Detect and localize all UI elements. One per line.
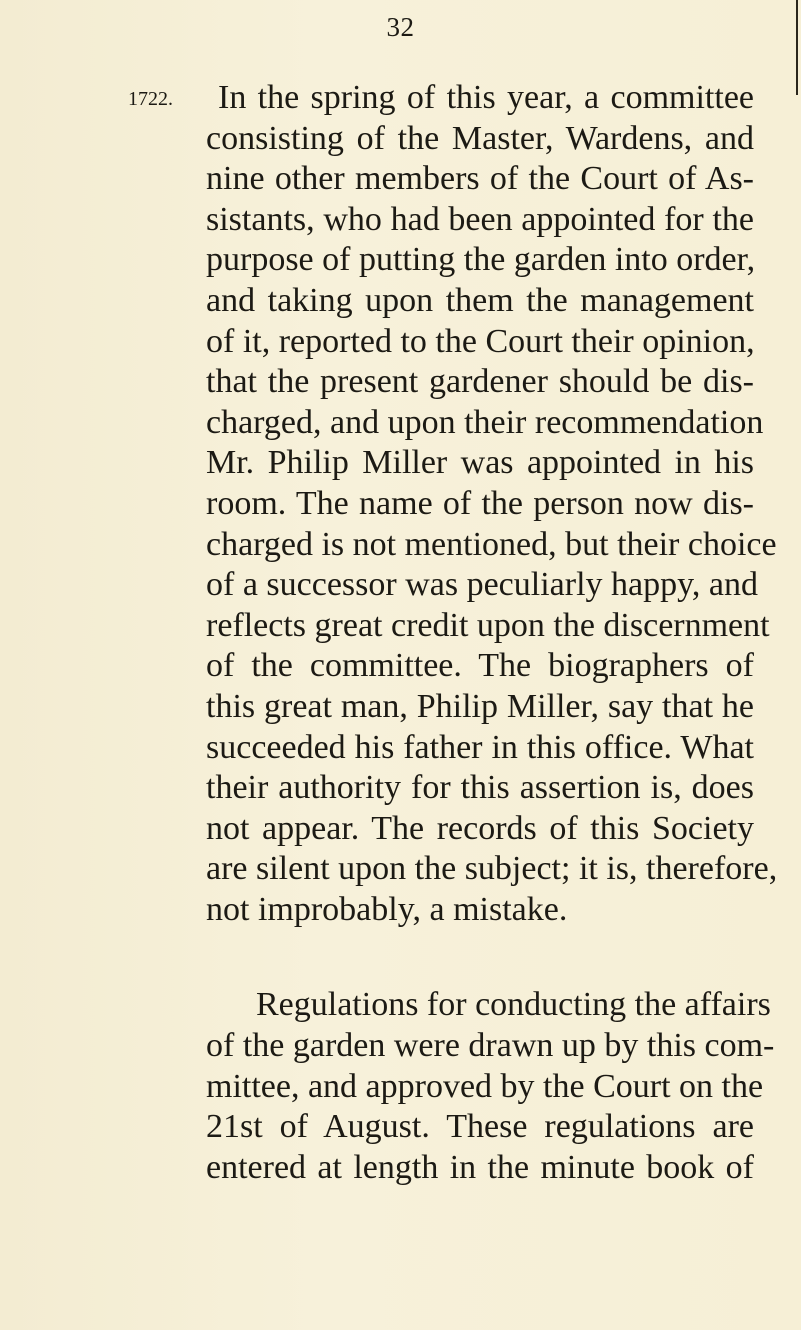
text-line: consisting of the Master, Wardens, and (206, 119, 754, 157)
text-line: charged is not mentioned, but their choice (206, 525, 777, 563)
body-text (206, 78, 778, 1188)
text-line: are silent upon the subject; it is, therefore, (206, 850, 778, 888)
text-line: that the present gardener should be dis- (206, 363, 754, 401)
text-line: not improbably, a mistake. (206, 890, 568, 928)
margin-year-note: 1722. (128, 88, 173, 110)
text-line: 21st of August. These regulations are (206, 1108, 754, 1146)
text-line: their authority for this assertion is, does (206, 769, 754, 807)
paragraph-2 (206, 985, 775, 1188)
text-line: reflects great credit upon the discernment (206, 606, 770, 644)
paragraph-gap (206, 930, 754, 985)
text-line: Regulations for conducting the affairs (256, 986, 771, 1024)
text-line: nine other members of the Court of As- (206, 160, 754, 198)
text-line: charged, and upon their recommendation (206, 403, 764, 441)
text-line: sistants, who had been appointed for the (206, 200, 754, 238)
text-line: of the garden were drawn up by this com- (206, 1027, 775, 1065)
text-line: room. The name of the person now dis- (206, 484, 754, 522)
text-line: of the committee. The biographers of (206, 647, 754, 685)
text-line: mittee, and approved by the Court on the (206, 1067, 764, 1105)
text-line: this great man, Philip Miller, say that he (206, 687, 754, 725)
text-line: of a successor was peculiarly happy, and (206, 566, 758, 604)
text-line: Mr. Philip Miller was appointed in his (206, 444, 754, 482)
paragraph-1 (206, 78, 778, 930)
text-line: not appear. The records of this Society (206, 809, 754, 847)
text-line: and taking upon them the management (206, 281, 754, 319)
text-line: In the spring of this year, a committee (218, 79, 754, 116)
text-line: purpose of putting the garden into order, (206, 241, 756, 279)
page-number: 32 (386, 12, 415, 42)
text-line: entered at length in the minute book of (206, 1148, 754, 1186)
text-line: succeeded his father in this office. What (206, 728, 754, 766)
text-line: of it, reported to the Court their opinion, (206, 322, 755, 360)
